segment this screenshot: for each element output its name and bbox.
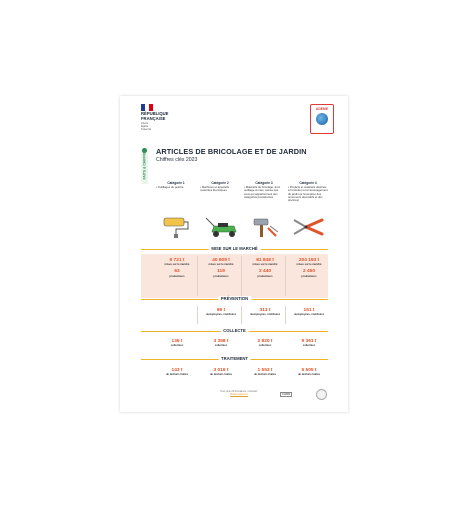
french-flag-icon <box>141 104 153 111</box>
side-tab: FAITS & CHIFFRES <box>141 148 148 184</box>
section-collecte-header: COLLECTE <box>141 329 328 334</box>
section-prevention-header: PRÉVENTION <box>141 297 328 302</box>
prevention-cat2: 89 t réemployées- réutilisées <box>205 308 237 317</box>
traitement-cat1: 143 t de déchets traités <box>165 368 189 377</box>
globe-icon <box>316 113 328 125</box>
page-subtitle: Chiffres clés 2023 <box>156 157 198 163</box>
motto: Liberté Égalité Fraternité <box>141 122 152 131</box>
prevention-cat4: 151 t réemployées- réutilisées <box>293 308 325 317</box>
category-2: Catégorie 2 • Machines et appareils motorisés thermiques <box>200 181 229 193</box>
recycle-seal-icon <box>316 389 327 400</box>
market-cat2: 40 609 t mises sur le marché 119 producteurs <box>208 258 234 278</box>
collecte-cat3: 2 820 t collectées <box>257 339 273 348</box>
traitement-cat4: 5 505 t de déchets traités <box>297 368 321 377</box>
fact-sheet <box>120 96 348 412</box>
category-1: Catégorie 1 • Outillages du peintre <box>156 181 185 190</box>
market-cat1: 6 721 t mises sur le marché 63 producteurs <box>164 258 190 278</box>
lawn-mower-icon <box>204 216 238 238</box>
republique-francaise-logo: RÉPUBLIQUE FRANÇAISE <box>141 111 169 121</box>
collecte-cat4: 9 361 t collectées <box>301 339 317 348</box>
collecte-cat1: 136 t collectées <box>170 339 184 348</box>
hammer-icon <box>250 216 280 238</box>
category-3: Catégorie 3 • Matériels de bricolage, dont outillage à main, autres que ceux qui appartiennent aux catégories précédentes <box>244 181 281 199</box>
divider <box>197 306 198 324</box>
ademe-logo: ADEME <box>310 104 334 134</box>
prevention-cat3: 313 t réemployées- réutilisées <box>249 308 281 317</box>
collecte-cat2: 3 358 t collectées <box>213 339 229 348</box>
market-cat4: 204 193 t mises sur le marché 2 450 producteurs <box>296 258 322 278</box>
traitement-cat3: 1 553 t de déchets traités <box>253 368 277 377</box>
section-market-header: MISE SUR LE MARCHÉ <box>141 247 328 252</box>
footer-note: Pour plus d'informations, consultez librairie.ademe.fr <box>204 390 274 396</box>
market-cat3: 81 848 t mises sur le marché 2 440 producteurs <box>252 258 278 278</box>
footer-link[interactable]: librairie.ademe.fr <box>230 393 248 396</box>
pruning-shears-icon <box>292 216 324 238</box>
page-title: ARTICLES DE BRICOLAGE ET DE JARDIN <box>156 147 307 156</box>
section-traitement-header: TRAITEMENT <box>141 357 328 362</box>
paint-roller-icon <box>160 216 192 238</box>
category-4: Catégorie 4 • Produits et matériels destinés à l'entretien et à l'aménagement du jardin (à l'exception des ornements décoratifs et des piscines) <box>288 181 328 203</box>
traitement-cat2: 3 016 t de déchets traités <box>209 368 233 377</box>
document-code: 011861 <box>282 393 291 396</box>
